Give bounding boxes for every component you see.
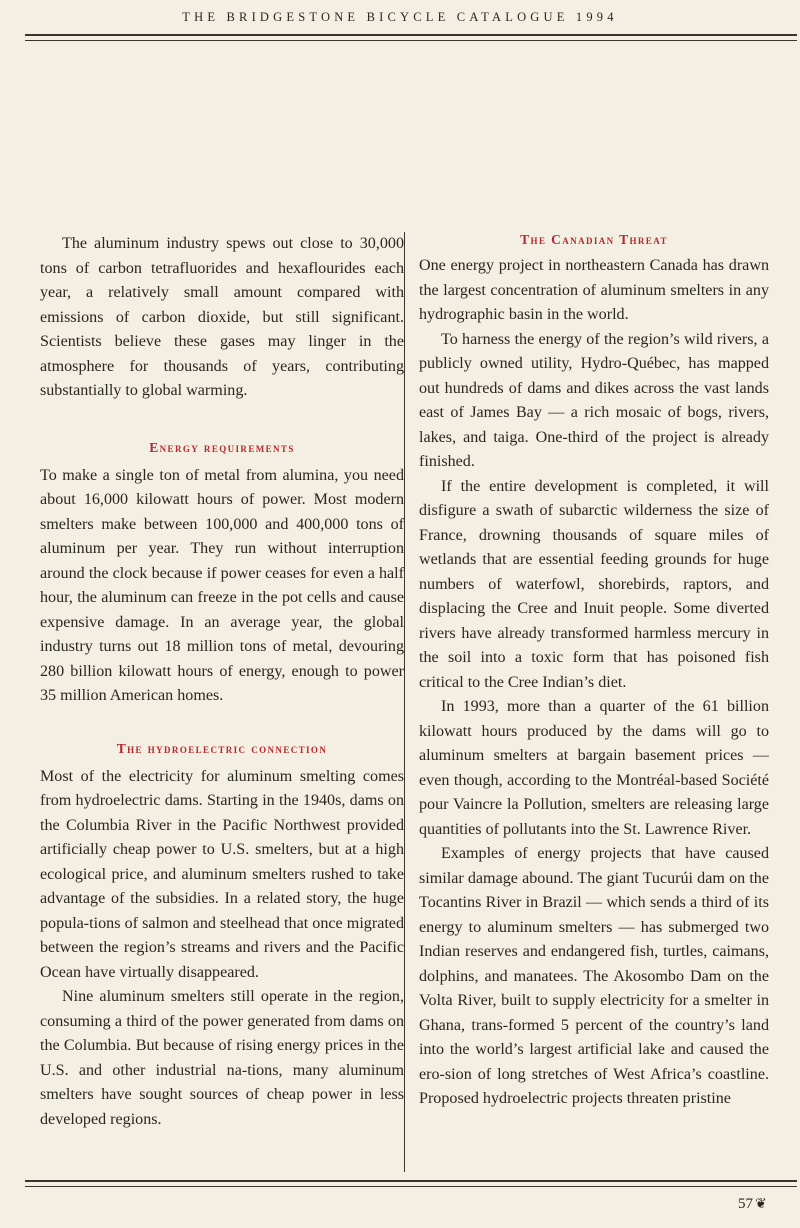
paragraph-canada-3: If the entire development is completed, it will disfigure a swath of subarctic wilderness the size of France, drowning thousands of square miles of wetlands that are essential feeding grounds for huge numbers of waterfowl, shorebirds, raptors, and displacing the Cree and Inuit people. Some diverted rivers have already transformed harmless mercury in the soil into a toxic form that has poisoned fish critical to the Cree Indian’s diet.: [419, 477, 769, 691]
paragraph-hydro-2: Nine aluminum smelters still operate in the region, consuming a third of the power generated from dams on the Columbia. But because of rising energy prices in the U.S. and other industrial na-tions, many aluminum smelters have sought sources of cheap power in less developed regions.: [40, 988, 404, 1128]
leaf-ornament-icon: ❦: [755, 1197, 767, 1212]
paragraph-intro: The aluminum industry spews out close to 30,000 tons of carbon tetrafluorides and hexaflourides each year, a relatively small amount compared with emissions of carbon dioxide, but still significant. Scientists believe these gases may linger in the atmosphere for thousands of years, contributing substantially to global warming.: [40, 235, 404, 399]
left-column: [40, 232, 404, 1132]
paragraph-hydro-1: Most of the electricity for aluminum smelting comes from hydroelectric dams. Starting in the 1940s, dams on the Columbia River in the Pacific Northwest provided artificially cheap power to U.S. smelters, but at a high ecological price, and aluminum smelters rushed to take advantage of the subsidies. In a related story, the huge popula-tions of salmon and steelhead that once migrated between the region’s streams and rivers and the Pacific Ocean have virtually disappeared.: [40, 767, 404, 981]
paragraph-canada-2: To harness the energy of the region’s wild rivers, a publicly owned utility, Hydro-Québec, has mapped out hundreds of dams and dikes across the vast lands east of James Bay — a rich mosaic of bogs, rivers, lakes, and taiga. One-third of the project is already finished.: [419, 330, 769, 470]
column-divider: [404, 232, 405, 1172]
paragraph-canada-1: One energy project in northeastern Canada has drawn the largest concentration of aluminum smelters in any hydrographic basin in the world.: [419, 257, 769, 323]
running-header: THE BRIDGESTONE BICYCLE CATALOGUE 1994: [182, 10, 618, 24]
paragraph-energy: To make a single ton of metal from alumina, you need about 16,000 kilowatt hours of power. Most modern smelters make between 100,000 and 400,000 tons of aluminum per year. They run without interruption around the clock because if power ceases for even a half hour, the aluminum can freeze in the pot cells and cause expensive damage. In an average year, the global industry turns out 18 million tons of metal, devouring 280 billion kilowatt hours of energy, enough to power 35 million American homes.: [40, 466, 404, 704]
section-heading-hydro: The hydroelectric connection: [116, 740, 328, 756]
footer-rule: [25, 1180, 797, 1182]
header-rule: [25, 34, 797, 36]
page-number-block: [738, 1196, 767, 1213]
section-heading-energy: Energy requirements: [149, 439, 295, 455]
paragraph-canada-4: In 1993, more than a quarter of the 61 billion kilowatt hours produced by the dams will go to aluminum smelters at bargain basement prices — even though, according to the Montréal-based Société pour Vaincre la Pollution, smelters are releasing large quantities of pollutants into the St. Lawrence River.: [419, 698, 769, 838]
paragraph-canada-5: Examples of energy projects that have caused similar damage abound. The giant Tucurúi dam on the Tocantins River in Brazil — which sends a third of its energy to aluminum smelters — has submerged two Indian reserves and endangered fish, turtles, caimans, dolphins, and manatees. The Akosombo Dam on the Volta River, built to supply electricity for a smelter in Ghana, trans-formed 5 percent of the country’s land into the world’s largest artificial lake and caused the ero-sion of long stretches of West Africa’s coastline. Proposed hydroelectric projects threaten pristine: [419, 845, 769, 1107]
footer-rule-thin: [25, 1186, 797, 1187]
section-heading-canada: The Canadian Threat: [520, 232, 668, 247]
page-number: 57: [738, 1196, 753, 1212]
header-rule-thin: [25, 40, 797, 41]
right-column: [419, 232, 769, 1112]
